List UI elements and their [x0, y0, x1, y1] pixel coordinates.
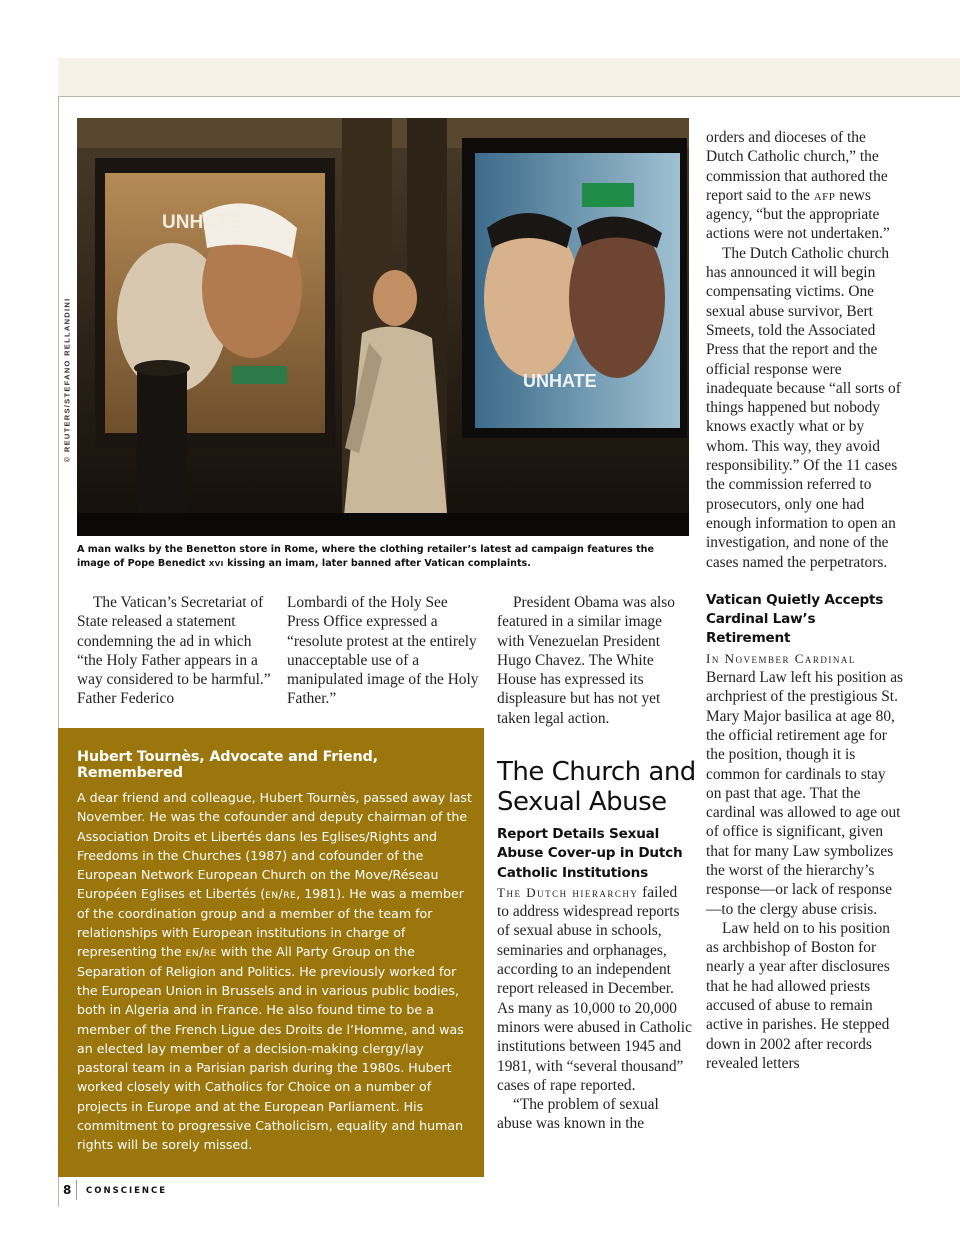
column-3-story	[497, 825, 693, 1134]
col4-paragraph-1: orders and dioceses of the Dutch Catholic church,” the commission that authored the report said to the afp news agency, “but the appropriate actions were not undertaken.”	[706, 129, 890, 243]
col3-paragraph: President Obama was also featured in a similar image with Venezuelan President Hugo Chavez. The White House has expressed its displeasure but has not yet taken legal action.	[497, 594, 675, 727]
footer-rule	[76, 1180, 77, 1200]
story2-runin: In November Cardinal	[706, 650, 856, 666]
column-1	[77, 593, 273, 709]
photo-credit: © REUTERS/STEFANO RELLANDINI	[62, 297, 72, 463]
left-poster-logo: UNHATE	[162, 212, 240, 233]
sidebar-text: A dear friend and colleague, Hubert Tournès, passed away last November. He was the cofounder and deputy chairman of the Association Droits et Libertés dans les Eglises/Rights and Freedoms in the Churches (1987) and cofounder of the European Network European Church on the Move/Réseau Européen Eglises et Libertés (en/re, 1981). He was a member of the coordination group and a member of the team for relationships with European institutions in charge of representing the en/re with the All Party Group on the Separation of Religion and Politics. He previously worked for the European Union in Brussels and in various public bodies, both in Algeria and in France. He also found time to be a member of the French Ligue des Droits de l’Homme, and was an elected lay member of a decision-making clergy/lay pastoral team in a Parisian parish during the 1980s. Hubert worked closely with Catholics for Choice on a number of projects in Europe and at the European Parliament. His commitment to progressive Catholicism, equality and human rights will be sorely missed.	[77, 790, 472, 1153]
page-number: 8	[63, 1183, 72, 1197]
sidebar-title: Hubert Tournès, Advocate and Friend, Remembered	[77, 749, 378, 781]
magazine-name: CONSCIENCE	[86, 1186, 168, 1196]
col2-paragraph: Lombardi of the Holy See Press Office expressed a “resolute protest at the entirely unacceptable use of a manipulated image of the Holy Father.”	[287, 594, 479, 708]
column-2	[287, 593, 484, 709]
story2-subhead: Vatican Quietly Accepts Cardinal Law’s Retirement	[706, 591, 884, 647]
story1-paragraph-2: “The problem of sexual abuse was known in the	[497, 1096, 659, 1133]
story2-paragraph-2: Law held on to his position as archbishop of Boston for nearly a year after disclosures that he had allowed priests accused of abuse to remain active in parishes. He stepped down in 2002 after records revealed letters	[706, 919, 891, 1072]
column-3-top	[497, 593, 693, 728]
right-poster-logo: UNHATE	[523, 371, 597, 391]
story2-paragraph-1: In November Cardinal Bernard Law left his position as archpriest of the prestigious St. Mary Major basilica at age 80, the official retirement age for the position, though it is common for cardinals to stay on past that age. That the cardinal was allowed to age out of office is significant, given that for many Law symbolizes the worst of the hierarchy’s response—or lack of response—to the clergy abuse crisis.	[706, 650, 904, 918]
story1-paragraph-1: The Dutch hierarchy failed to address widespread reports of sexual abuse in schools, seminaries and orphanages, according to an independent report released in December. As many as 10,000 to 20,000 minors were abused in Catholic institutions between 1945 and 1981, with “several thousand” cases of rape reported.	[497, 883, 692, 1094]
sidebar-box	[58, 728, 484, 1177]
story1-runin: The Dutch hierarchy	[497, 884, 639, 900]
column-4	[706, 128, 904, 1073]
section-headline: The Church and Sexual Abuse	[497, 757, 696, 817]
story1-subhead: Report Details Sexual Abuse Cover-up in Dutch Catholic Institutions	[497, 826, 683, 881]
col4-paragraph-2: The Dutch Catholic church has announced it will begin compensating victims. One sexual abuse survivor, Bert Smeets, told the Associated Press that the report and the official response were inadequate because “all sorts of things happened but nobody knows exactly what or by whom. This way, they avoid responsibility.” Of the 11 cases the commission referred to prosecutors, only one had enough information to open an investigation, and none of the cases named the perpetrators.	[706, 244, 901, 571]
photo-caption: A man walks by the Benetton store in Rome, where the clothing retailer’s latest ad campaign features the image of Pope Benedict xvi kissing an imam, later banned after Vatican complaints.	[77, 544, 655, 569]
benetton-photo	[77, 118, 689, 536]
col1-paragraph: The Vatican’s Secretariat of State released a statement condemning the ad in which “the Holy Father appears in a way considered to be harmful.” Father Federico	[77, 594, 271, 708]
top-band	[58, 58, 960, 97]
